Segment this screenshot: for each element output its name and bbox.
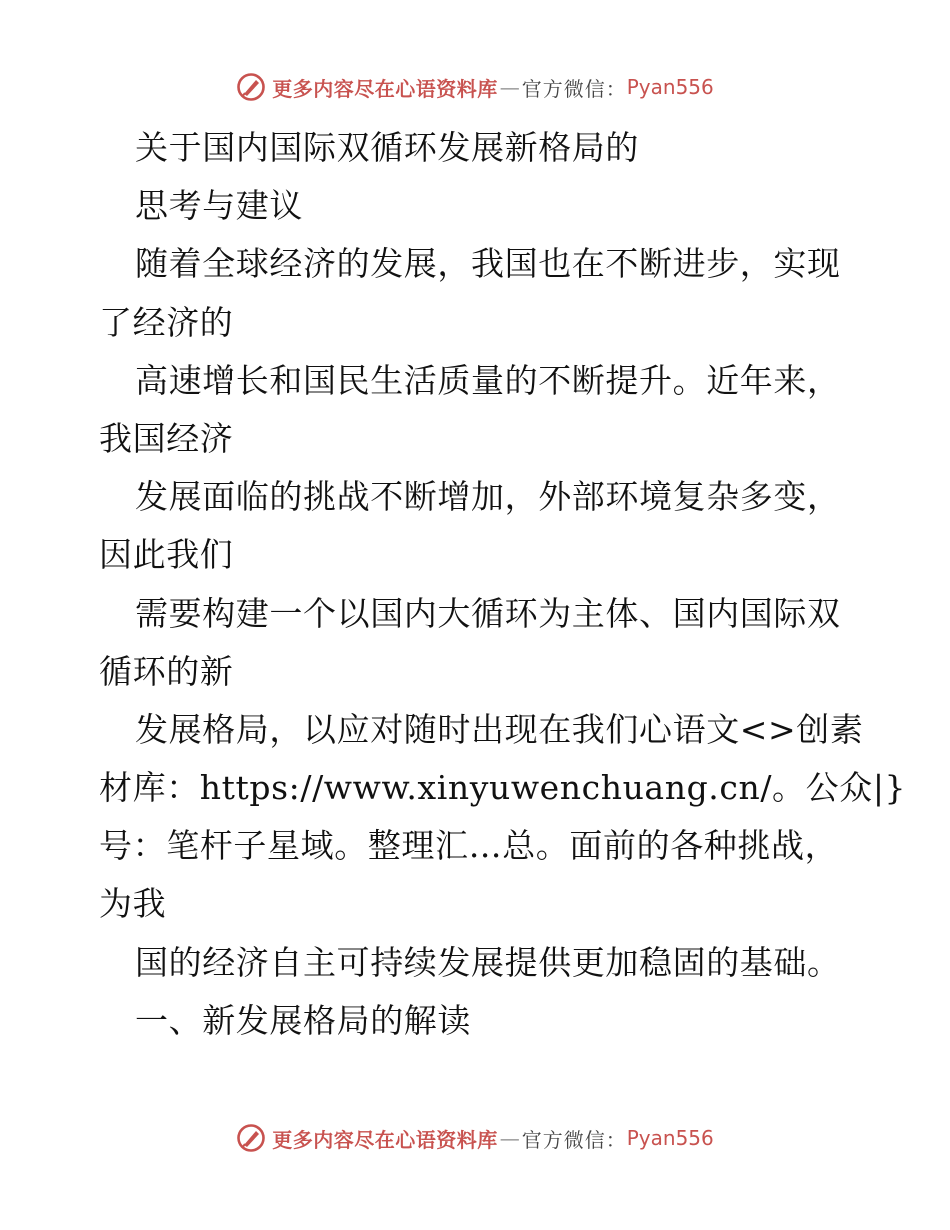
- header-wechat-id: Pyan556: [626, 75, 714, 99]
- page-footer: [0, 1123, 950, 1153]
- document-body: [99, 119, 907, 1050]
- paragraph-line: 需要构建一个以国内大循环为主体、国内国际双: [135, 593, 841, 633]
- title-line-1: 关于国内国际双循环发展新格局的: [135, 128, 639, 167]
- footer-dash: —: [499, 1126, 520, 1150]
- paragraph-line: 循环的新: [99, 651, 234, 691]
- paragraph-line: 高速增长和国民生活质量的不断提升。近年来，: [135, 360, 841, 400]
- paragraph-line: 为我: [99, 884, 167, 924]
- quill-circle-logo-icon: [236, 1123, 266, 1153]
- paragraph-line: 随着全球经济的发展，我国也在不断进步，实现: [135, 244, 841, 284]
- quill-circle-logo-icon: [236, 72, 266, 102]
- title-line-2: 思考与建议: [135, 186, 303, 226]
- footer-wechat-label: 官方微信：: [521, 1127, 627, 1152]
- footer-brand-text: 更多内容尽在心语资料库: [272, 1127, 498, 1152]
- paragraph-line: 国的经济自主可持续发展提供更加稳固的基础。: [135, 942, 841, 982]
- header-wechat-label: 官方微信：: [521, 76, 627, 101]
- paragraph-line: 发展格局，以应对随时出现在我们心语文<>创素: [135, 709, 864, 749]
- paragraph-line: 发展面临的挑战不断增加，外部环境复杂多变，: [135, 477, 841, 517]
- header-dash: —: [499, 75, 520, 99]
- section-heading: 一、新发展格局的解读: [135, 1000, 471, 1040]
- footer-wechat-id: Pyan556: [626, 1126, 714, 1150]
- paragraph-line: 材库：https://www.xinyuwenchuang.cn/。公众|}: [99, 768, 907, 808]
- header-brand-text: 更多内容尽在心语资料库: [272, 76, 498, 101]
- paragraph-line: 号：笔杆子星域。整理汇…总。面前的各种挑战，: [99, 826, 839, 866]
- paragraph-line: 因此我们: [99, 535, 234, 575]
- paragraph-line: 了经济的: [99, 302, 234, 342]
- paragraph-line: 我国经济: [99, 418, 234, 458]
- page-header: [0, 72, 950, 102]
